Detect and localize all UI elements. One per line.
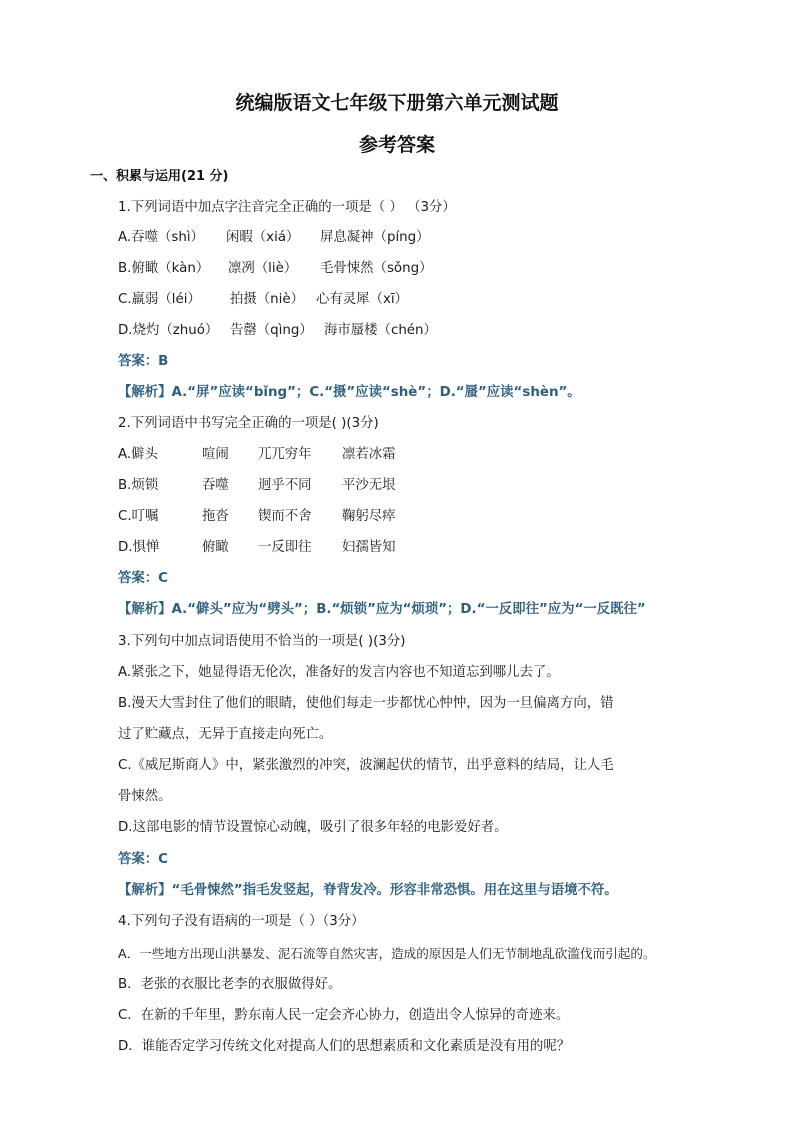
question-3-option-b-cont: 过了贮藏点，无异于直接走向死亡。 [118,727,333,742]
option-a-word-3: 屏息凝神（píng） [320,230,430,245]
question-1-answer: 答案：B [118,354,169,369]
question-4-option-d: D．谁能否定学习传统文化对提高人们的思想素质和文化素质是没有用的呢？ [118,1039,571,1054]
question-3-option-c-cont: 骨悚然。 [118,789,172,804]
question-3-option-d: D.这部电影的情节设置惊心动魄，吸引了很多年轻的电影爱好者。 [118,820,508,835]
section-heading: 一、积累与运用(21 分) [90,169,229,184]
question-4-option-c: C．在新的千年里，黔东南人民一定会齐心协力，创造出令人惊异的奇迹来。 [118,1008,570,1023]
option-d-word-1: D.烧灼（zhuó） [118,323,219,338]
question-2-analysis: 【解析】A.“僻头”应为“劈头”；B.“烦锁”应为“烦琐”；D.“一反即往”应为“一反既往” [118,602,646,617]
option-a-word-2: 喧闹 [202,447,229,462]
document-title: 统编版语文七年级下册第六单元测试题 [235,92,559,114]
option-d-word-2: 告罄（qìng） [230,323,313,338]
option-c-word-4: 鞠躬尽瘁 [342,509,396,524]
question-4-option-b: B．老张的衣服比老李的衣服做得好。 [118,977,342,992]
option-b-word-2: 吞噬 [202,478,229,493]
option-c-word-1: C.叮嘱 [118,509,159,524]
option-d-word-3: 一反即往 [258,540,312,555]
option-c-word-2: 拍摄（niè） [230,292,305,307]
question-1-stem: 1.下列词语中加点字注音完全正确的一项是（ ） （3分） [118,200,456,215]
question-2-stem: 2.下列词语中书写完全正确的一项是( )(3分) [118,416,379,431]
option-b-word-1: B.俯瞰（kàn） [118,261,210,276]
option-b-word-4: 平沙无垠 [342,478,396,493]
option-c-word-1: C.羸弱（léi） [118,292,201,307]
document-subtitle: 参考答案 [358,134,435,156]
option-a-word-1: A.吞噬（shì） [118,230,204,245]
option-a-word-3: 兀兀穷年 [258,447,312,462]
question-3-option-c: C.《威尼斯商人》中，紧张激烈的冲突，波澜起伏的情节，出乎意料的结局，让人毛 [118,758,614,773]
option-c-word-3: 心有灵犀（xī） [316,292,408,307]
question-3-analysis: 【解析】“毛骨悚然”指毛发竖起，脊背发冷。形容非常恐惧。用在这里与语境不符。 [118,883,618,898]
option-b-word-1: B.烦锁 [118,478,159,493]
option-b-word-3: 毛骨悚然（sǒng） [320,261,433,276]
option-a-word-4: 凛若冰霜 [342,447,396,462]
option-a-word-1: A.僻头 [118,447,158,462]
option-d-word-1: D.惧惮 [118,540,160,555]
option-d-word-3: 海市蜃楼（chén） [324,323,437,338]
option-a-word-2: 闲暇（xiá） [226,230,300,245]
option-c-word-2: 拖沓 [202,509,229,524]
option-c-word-3: 锲而不舍 [258,509,312,524]
option-b-word-3: 迥乎不同 [258,478,312,493]
question-3-option-b: B.漫天大雪封住了他们的眼睛，使他们每走一步都忧心忡忡，因为一旦偏离方向，错 [118,696,614,711]
question-1-analysis: 【解析】A.“屏”应读“bǐng”；C.“摄”应读“shè”；D.“蜃”应读“shèn”。 [118,385,581,400]
question-3-stem: 3.下列句中加点词语使用不恰当的一项是( )(3分) [118,634,406,649]
question-3-answer: 答案：C [118,852,168,867]
question-4-stem: 4.下列句子没有语病的一项是（ ）（3分） [118,914,365,929]
question-3-option-a: A.紧张之下，她显得语无伦次，准备好的发言内容也不知道忘到哪儿去了。 [118,665,560,680]
question-2-answer: 答案：C [118,571,168,586]
option-d-word-2: 俯瞰 [202,540,229,555]
question-4-option-a: A．一些地方出现山洪暴发、泥石流等自然灾害，造成的原因是人们无节制地乱砍滥伐而引起的。 [118,946,656,961]
option-d-word-4: 妇孺皆知 [342,540,396,555]
option-b-word-2: 凛冽（liè） [228,261,298,276]
